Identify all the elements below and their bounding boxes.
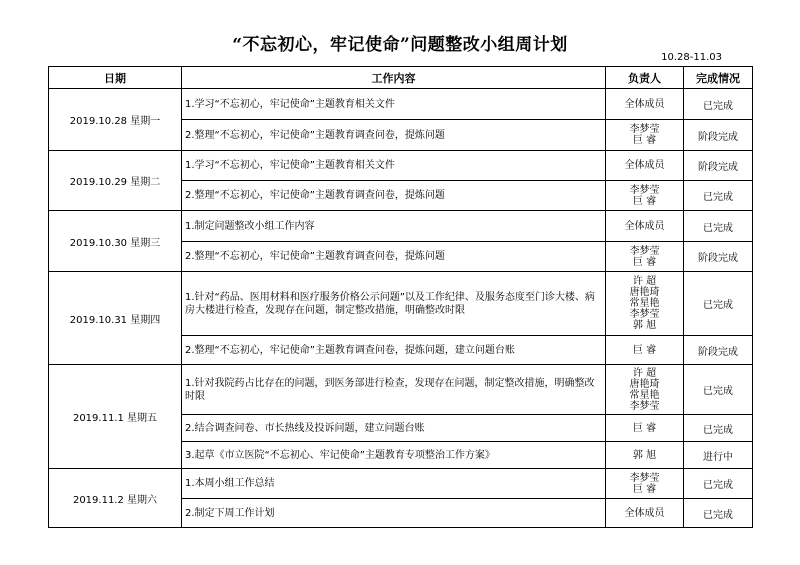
header-content: 工作内容 xyxy=(182,67,606,89)
date-cell: 2019.10.30 星期三 xyxy=(49,211,182,272)
status-cell: 已完成 xyxy=(684,365,753,415)
header-person: 负责人 xyxy=(606,67,684,89)
person-name: 许 超 xyxy=(632,276,657,287)
person-name: 李梦莹 xyxy=(629,124,660,135)
person-cell xyxy=(606,365,684,415)
page-title: “不忘初心，牢记使命”问题整改小组周计划 xyxy=(232,35,568,55)
person-name: 常星艳 xyxy=(629,389,660,401)
table-row xyxy=(49,211,753,242)
person-cell xyxy=(606,151,684,181)
table-row xyxy=(49,469,753,499)
date-cell: 2019.10.28 星期一 xyxy=(49,89,182,151)
person-name: 李梦莹 xyxy=(629,472,660,484)
status-cell: 阶段完成 xyxy=(684,242,753,272)
person-cell xyxy=(606,336,684,365)
header-date: 日期 xyxy=(49,67,182,89)
content-cell: 2.整理“不忘初心，牢记使命”主题教育调查问卷，提炼问题 xyxy=(182,120,606,151)
person-name: 李梦莹 xyxy=(629,184,660,196)
content-cell: 1.制定问题整改小组工作内容 xyxy=(182,211,606,242)
person-name: 巨 睿 xyxy=(632,195,657,207)
person-name: 李梦莹 xyxy=(629,309,660,320)
status-cell: 已完成 xyxy=(684,89,753,120)
status-cell: 已完成 xyxy=(684,469,753,499)
content-cell: 1.学习“不忘初心，牢记使命”主题教育相关文件 xyxy=(182,151,606,181)
status-cell: 阶段完成 xyxy=(684,336,753,365)
date-cell: 2019.11.2 星期六 xyxy=(49,469,182,528)
person-cell xyxy=(606,89,684,120)
table-row xyxy=(49,272,753,336)
date-cell: 2019.11.1 星期五 xyxy=(49,365,182,469)
person-cell xyxy=(606,499,684,528)
table-row xyxy=(49,151,753,181)
person-name: 全体成员 xyxy=(624,507,665,519)
table-row xyxy=(49,89,753,120)
content-cell: 1.针对我院药占比存在的问题，到医务部进行检查，发现存在问题，制定整改措施，明确整改时限 xyxy=(182,365,606,415)
status-cell: 已完成 xyxy=(684,272,753,336)
header-status: 完成情况 xyxy=(684,67,753,89)
plan-table xyxy=(48,66,753,528)
person-name: 许 超 xyxy=(632,367,657,379)
person-name: 巨 睿 xyxy=(632,135,657,146)
status-cell: 已完成 xyxy=(684,415,753,442)
date-cell: 2019.10.31 星期四 xyxy=(49,272,182,365)
person-name: 全体成员 xyxy=(624,160,665,171)
content-cell: 2.整理“不忘初心，牢记使命”主题教育调查问卷，提炼问题，建立问题台账 xyxy=(182,336,606,365)
person-name: 李梦莹 xyxy=(629,400,660,412)
header-row xyxy=(49,67,753,89)
person-name: 全体成员 xyxy=(624,220,665,232)
person-name: 巨 睿 xyxy=(632,483,657,495)
content-cell: 2.整理“不忘初心，牢记使命”主题教育调查问卷，提炼问题 xyxy=(182,181,606,211)
status-cell: 阶段完成 xyxy=(684,120,753,151)
person-cell xyxy=(606,242,684,272)
content-cell: 2.结合调查问卷、市长热线及投诉问题，建立问题台账 xyxy=(182,415,606,442)
person-name: 巨 睿 xyxy=(632,422,657,434)
content-cell: 1.针对“药品、医用材料和医疗服务价格公示问题”以及工作纪律、及服务态度至门诊大楼、病房大楼进行检查，发现存在问题，制定整改措施，明确整改时限 xyxy=(182,272,606,336)
person-cell xyxy=(606,181,684,211)
person-name: 唐艳琦 xyxy=(629,287,660,298)
person-cell xyxy=(606,272,684,336)
content-cell: 1.本周小组工作总结 xyxy=(182,469,606,499)
person-name: 郭 旭 xyxy=(632,449,657,461)
person-name: 巨 睿 xyxy=(632,256,657,268)
content-cell: 3.起草《市立医院“不忘初心、牢记使命”主题教育专项整治工作方案》 xyxy=(182,442,606,469)
content-cell: 2.整理“不忘初心，牢记使命”主题教育调查问卷，提炼问题 xyxy=(182,242,606,272)
date-range: 10.28-11.03 xyxy=(661,52,722,63)
status-cell: 已完成 xyxy=(684,211,753,242)
person-cell xyxy=(606,415,684,442)
person-cell xyxy=(606,120,684,151)
status-cell: 阶段完成 xyxy=(684,151,753,181)
person-name: 常星艳 xyxy=(629,298,660,309)
table-row xyxy=(49,365,753,415)
person-cell xyxy=(606,211,684,242)
person-cell xyxy=(606,469,684,499)
person-cell xyxy=(606,442,684,469)
person-name: 巨 睿 xyxy=(632,344,657,356)
status-cell: 已完成 xyxy=(684,181,753,211)
person-name: 唐艳琦 xyxy=(629,378,660,390)
person-name: 李梦莹 xyxy=(629,245,660,257)
content-cell: 2.制定下周工作计划 xyxy=(182,499,606,528)
content-cell: 1.学习“不忘初心，牢记使命”主题教育相关文件 xyxy=(182,89,606,120)
person-name: 郭 旭 xyxy=(632,320,657,331)
person-name: 全体成员 xyxy=(624,98,665,110)
date-cell: 2019.10.29 星期二 xyxy=(49,151,182,211)
status-cell: 已完成 xyxy=(684,499,753,528)
status-cell: 进行中 xyxy=(684,442,753,469)
